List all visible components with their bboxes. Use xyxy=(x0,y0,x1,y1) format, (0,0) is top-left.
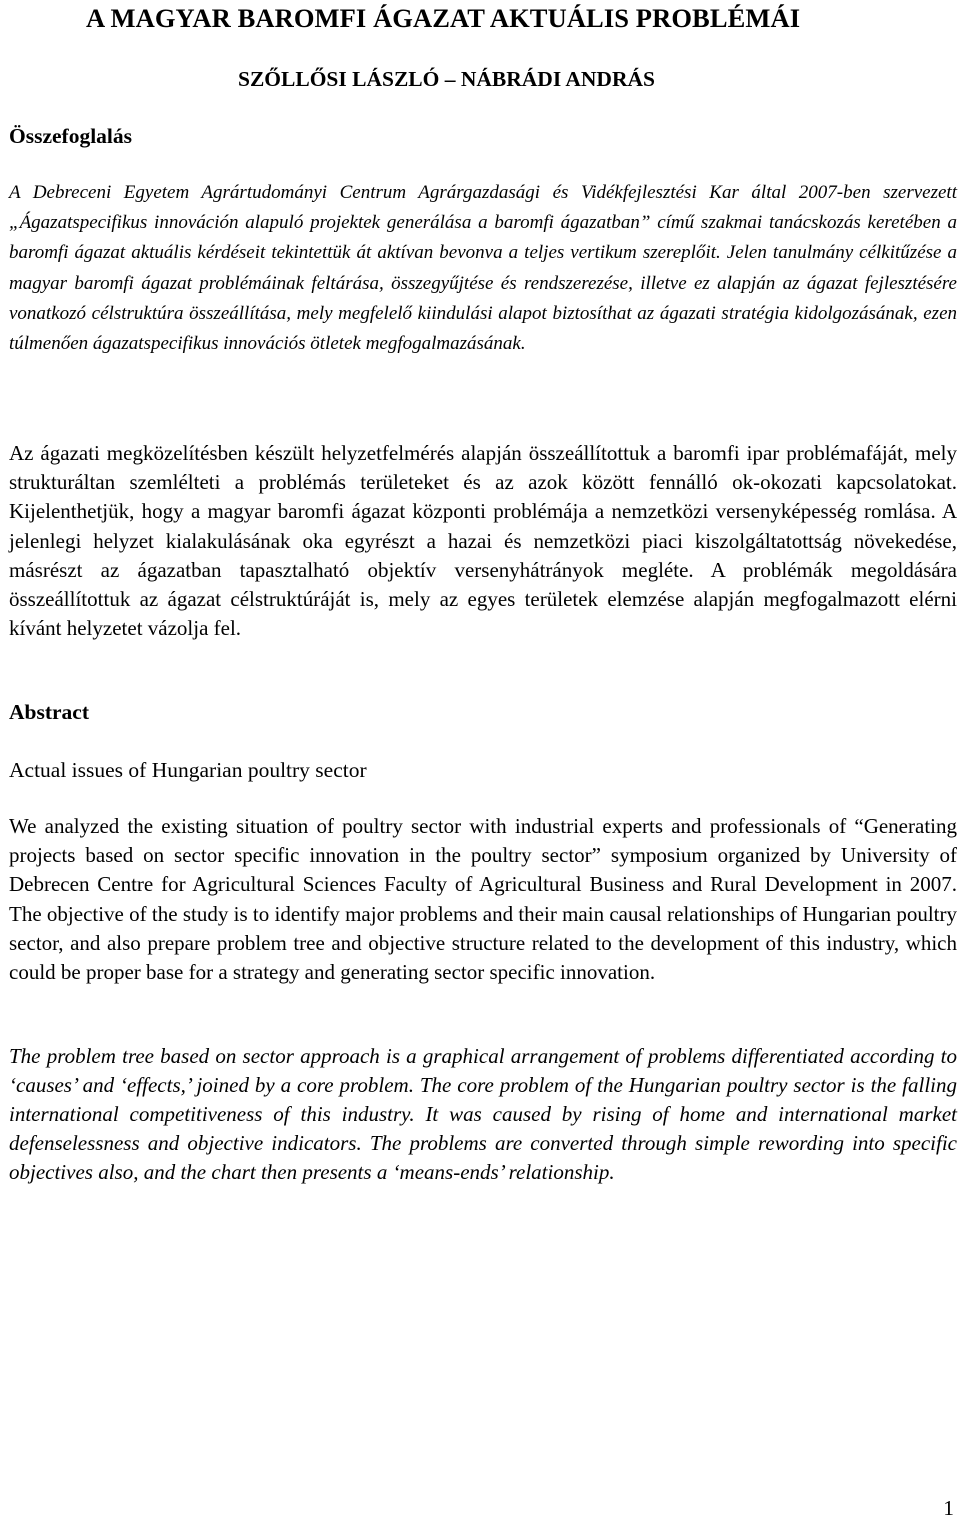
abstract-paragraph-2: The problem tree based on sector approach is a graphical arrangement of problems differentiated according to ‘causes’ and ‘effects,’ joined by a core problem. The core problem of the Hungarian poultry sector is the falling international competitiveness of this industry. It was caused by rising of home and international market defenselessness and objective indicators. The problems are converted through simple rewording into specific objectives also, and the chart then presents a ‘means-ends’ relationship. xyxy=(9,1044,957,1184)
summary-paragraph-1: A Debreceni Egyetem Agrártudományi Centrum Agrárgazdasági és Vidékfejlesztési Kar által 2007-ben szervezett „Ágazatspecifikus innováción alapuló projektek generálása a baromfi ágazatban” című szakmai tanácskozás keretében a baromfi ágazat aktuális kérdéseit tekintettük át aktívan bevonva a teljes vertikum szereplőit. Jelen tanulmány célkitűzése a magyar baromfi ágazat problémáinak feltárása, összegyűjtése és rendszerezése, illetve ez alapján az ágazat fejlesztésére vonatkozó célstruktúra összeállítása, mely megfelelő kiindulási alapot biztosíthat az ágazati stratégia kidolgozásának, ezen túlmenően ágazatspecifikus innovációs ötletek megfogalmazásának. xyxy=(9,182,957,355)
summary-paragraph-2: Az ágazati megközelítésben készült helyzetfelmérés alapján összeállítottuk a baromfi ipar problémafáját, mely strukturáltan szemlélteti a problémás területeket és az azok között fennálló ok-okozati kapcsolatokat. Kijelenthetjük, hogy a magyar baromfi ágazat központi problémája a nemzetközi versenyképesség romlása. A jelenlegi helyzet kialakulásának oka egyrészt a hazai és nemzetközi piaci kiszolgáltatottság növekedése, másrészt az ágazatban tapasztalható objektív versenyhátrányok megléte. A problémák megoldására összeállítottuk az ágazat célstruktúráját is, mely az egyes területek elemzése alapján megfogalmazott elérni kívánt helyzetet vázolja fel. xyxy=(9,441,957,641)
abstract-subtitle: Actual issues of Hungarian poultry sector xyxy=(9,758,367,782)
paper-authors: SZŐLLŐSI LÁSZLÓ – NÁBRÁDI ANDRÁS xyxy=(238,67,655,91)
paper-title: A MAGYAR BAROMFI ÁGAZAT AKTUÁLIS PROBLÉMÁI xyxy=(86,3,801,33)
summary-heading: Összefoglalás xyxy=(9,124,133,148)
abstract-paragraph-1: We analyzed the existing situation of poultry sector with industrial experts and professionals of “Generating projects based on sector specific innovation in the poultry sector” symposium organized by University of Debrecen Centre for Agricultural Sciences Faculty of Agricultural Business and Rural Development in 2007. The objective of the study is to identify major problems and their main causal relationships of Hungarian poultry sector, and also prepare problem tree and objective structure related to the development of this industry, which could be proper base for a strategy and generating sector specific innovation. xyxy=(9,814,957,985)
page-number: 1 xyxy=(943,1496,954,1520)
abstract-heading: Abstract xyxy=(9,700,90,724)
